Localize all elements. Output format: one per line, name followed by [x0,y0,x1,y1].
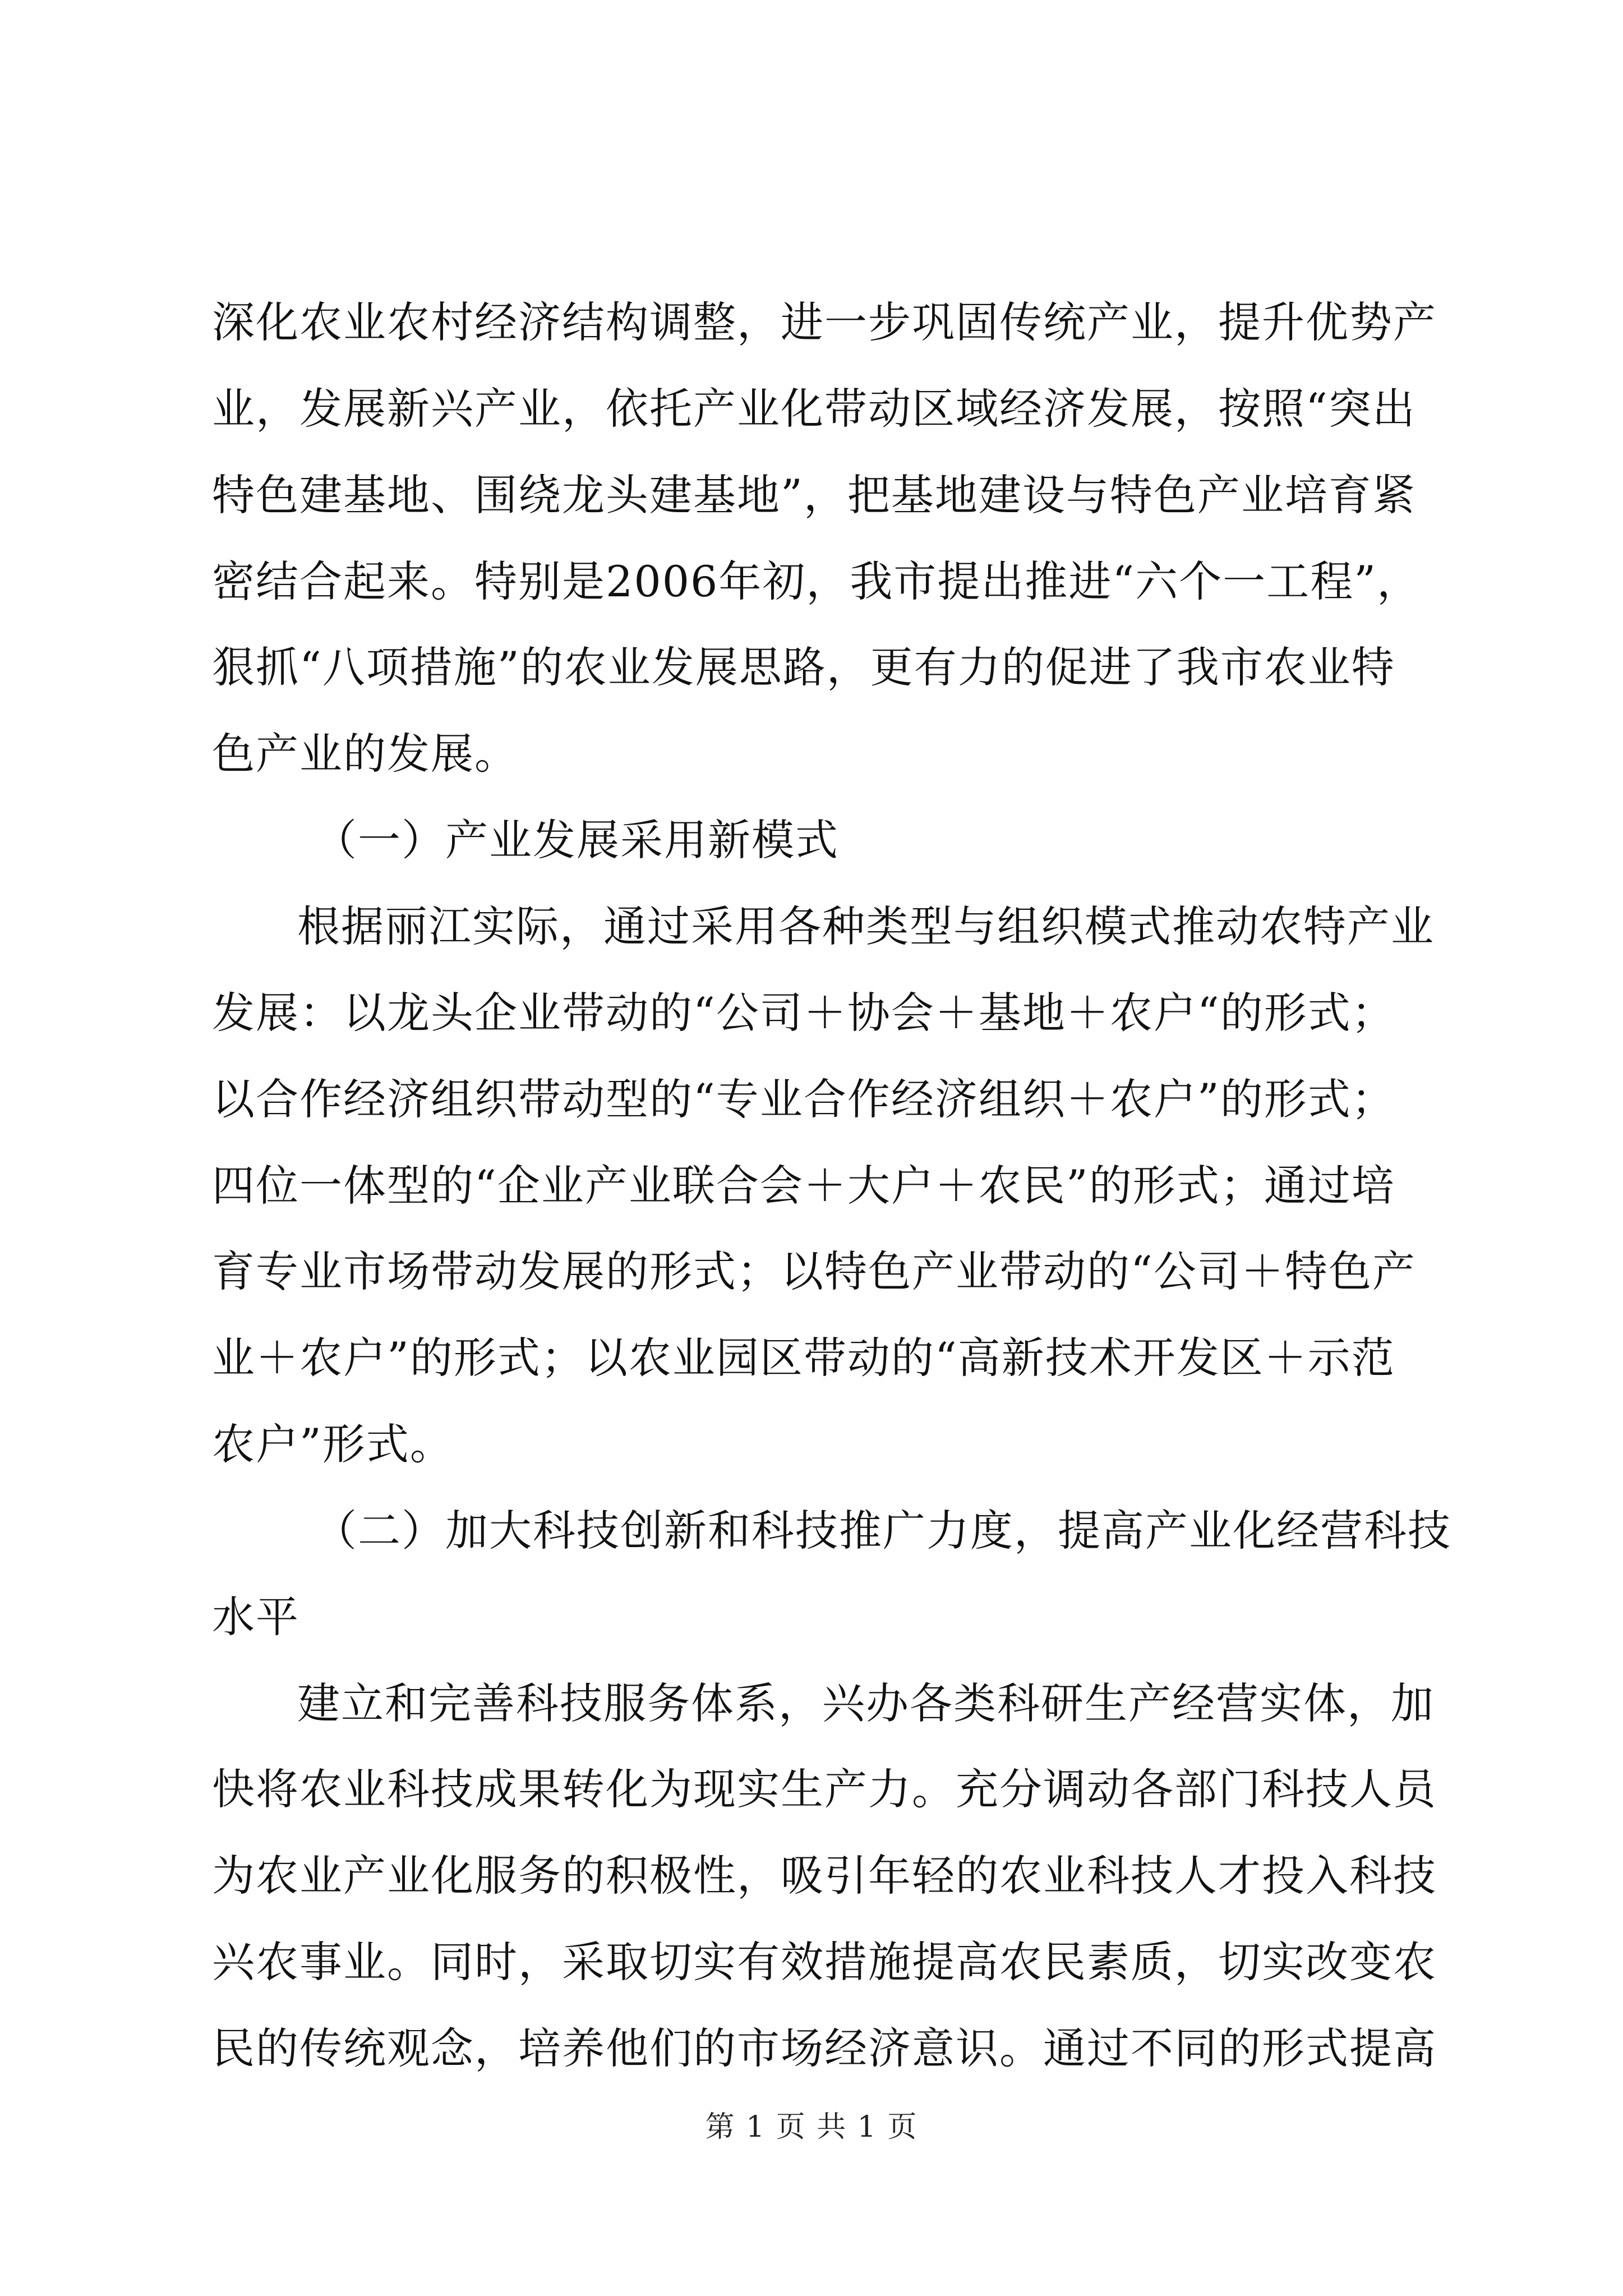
body-text-line: 业＋农户”的形式；以农业园区带动的“高新技术开发区＋示范 [212,1333,1395,1383]
body-text-line: 根据丽江实际，通过采用各种类型与组织模式推动农特产业 [297,901,1435,951]
body-text-line: 为农业产业化服务的积极性，吸引年轻的农业科技人才投入科技 [212,1851,1437,1901]
body-text-line: 育专业市场带动发展的形式；以特色产业带动的“公司＋特色产 [212,1246,1416,1296]
body-text-line: 深化农业农村经济结构调整，进一步巩固传统产业，提升优势产 [212,297,1437,347]
section-heading: （二）加大科技创新和科技推广力度，提高产业化经营科技 [314,1506,1451,1556]
body-text-line: 兴农事业。同时，采取切实有效措施提高农民素质，切实改变农 [212,1937,1437,1987]
body-text-line: 以合作经济组织带动型的“专业合作经济组织＋农户”的形式； [212,1074,1395,1124]
body-text-line: 四位一体型的“企业产业联合会＋大户＋农民”的形式；通过培 [212,1161,1395,1211]
body-text-line: 狠抓“八项措施”的农业发展思路，更有力的促进了我市农业特 [212,642,1395,692]
body-text-line: 密结合起来。特别是2006年初，我市提出推进“六个一工程”， [212,556,1421,606]
section-heading-continuation: 水平 [212,1592,299,1642]
body-text-line: 民的传统观念，培养他们的市场经济意识。通过不同的形式提高 [212,2023,1437,2073]
body-text-line: 特色建基地、围绕龙头建基地”，把基地建设与特色产业培育紧 [212,470,1416,520]
section-heading: （一）产业发展采用新模式 [314,815,839,865]
body-text-line: 建立和完善科技服务体系，兴办各类科研生产经营实体，加 [297,1678,1435,1728]
page-number-footer: 第 1 页 共 1 页 [705,2110,918,2144]
body-text-line: 快将农业科技成果转化为现实生产力。充分调动各部门科技人员 [212,1764,1437,1814]
body-text-line: 业，发展新兴产业，依托产业化带动区域经济发展，按照“突出 [212,384,1416,434]
body-text-line: 色产业的发展。 [212,729,518,779]
body-text-line: 农户”形式。 [212,1419,454,1469]
body-text-line: 发展：以龙头企业带动的“公司＋协会＋基地＋农户“的形式； [212,988,1395,1038]
